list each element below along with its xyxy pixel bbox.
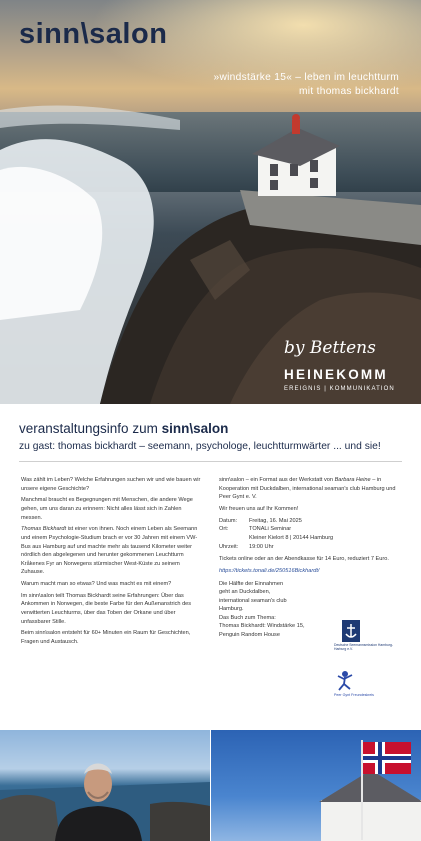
book-line-3: Penguin Random House xyxy=(219,632,280,639)
seemannsmission-logo xyxy=(334,620,404,654)
place-value-2: Kleiner Kielort 8 | 20144 Hamburg xyxy=(249,534,334,541)
date-value: Freitag, 16. Mai 2025 xyxy=(249,517,302,524)
seemannsmission-text: Deutsche Seemannsmission Hamburg-Harburg e.V. xyxy=(334,643,393,651)
experience-paragraph: Im sinn\salon teilt Thomas Bickhardt seine Erfahrungen: Über das Ankommen in Norwegen, die beste Farbe für den Außenanstrich des verwitterten Leuchturms, über das Toben der Orkane und über unfassbarer Stille. xyxy=(21,592,192,625)
credit-text-b: – in Kooperation mit Duckdalben, international seaman's club Hamburg und Peer Gynt e. V. xyxy=(219,477,396,501)
company-logo: HEINEKOMM xyxy=(284,367,388,382)
ticket-link[interactable]: https://tickets.tonali.de/250516Bickhardt/ xyxy=(219,567,320,574)
subtitle-line-1: »windstärke 15« – leben im leuchtturm xyxy=(213,72,399,83)
ticket-info: Tickets online oder an der Abendkasse für 14 Euro, reduziert 7 Euro. xyxy=(219,556,389,563)
flag-image xyxy=(211,730,421,841)
flag-photo xyxy=(211,730,421,841)
book-line-1: Das Buch zum Thema: xyxy=(219,614,276,621)
left-column xyxy=(21,476,201,650)
why-question: Warum macht man so etwas? Und was macht es mit einem? xyxy=(21,581,172,588)
donation-line-1: Die Hälfte der Einnahmen xyxy=(219,580,284,587)
info-subtitle: zu gast: thomas bickhardt – seemann, psychologe, leuchtturmwärter ... und sie! xyxy=(19,441,381,452)
place-value-1: TONALi Seminar xyxy=(249,526,292,533)
time-row xyxy=(219,543,399,552)
format-paragraph: Beim sinn\salon entsteht für 60+ Minuten ein Raum für Geschichten, Fragen und Austausch. xyxy=(21,630,191,646)
info-title-bold: sinn\salon xyxy=(161,421,229,436)
bottom-photos xyxy=(0,730,421,841)
welcome-text: Wir freuen uns auf Ihr Kommen! xyxy=(219,505,299,512)
bio-paragraph xyxy=(21,525,201,577)
donation-line-3: international seaman's club xyxy=(219,597,287,604)
anchor-icon xyxy=(342,620,360,642)
info-title-prefix: veranstaltungsinfo zum xyxy=(19,421,162,436)
format-credit xyxy=(219,476,399,502)
divider xyxy=(19,461,402,462)
guest-name: Thomas Bickhardt xyxy=(21,526,67,533)
hero-image xyxy=(0,0,421,404)
time-label: Uhrzeit: xyxy=(219,543,239,550)
right-column xyxy=(219,476,399,640)
place-label: Ort: xyxy=(219,526,229,533)
peer-gynt-text: Peer Gynt Freundeskreis xyxy=(334,693,374,697)
dancer-icon xyxy=(336,670,356,692)
date-row xyxy=(219,517,399,526)
donation-line-2: geht an Duckdalben, xyxy=(219,589,271,596)
place-row-2 xyxy=(219,534,399,543)
bio-text: ist einer von ihnen. Noch einem Leben als Seemann und einem Psychologie-Studium brach er vor 30 Jahren mit einem VW-Bus aus Hamburg auf und machte mehr als tausend Kilometer weiter nördlich den abgelegenen und herunter gekommenen Leuchtturm Kråkenes Fyr an Norwegens stürmischer West-Küste zu seinem Zuhause. xyxy=(21,526,198,576)
event-subtitle xyxy=(139,71,399,99)
intro-paragraph: Manchmal braucht es Begegnungen mit Menschen, die andere Wege gehen, um uns daran zu erinnern: Nicht alles lässt sich in Zahlen messen. xyxy=(21,497,193,521)
book-line-2: Thomas Bickhardt: Windstärke 15, xyxy=(219,623,305,630)
portrait-photo xyxy=(0,730,210,841)
brand-title: sinn\salon xyxy=(19,18,168,50)
time-value: 19:00 Uhr xyxy=(249,543,274,550)
subtitle-line-2: mit thomas bickhardt xyxy=(299,86,399,97)
date-label: Datum: xyxy=(219,517,238,524)
host-name: Barbara Heine xyxy=(334,477,371,483)
peer-gynt-logo xyxy=(334,670,384,704)
place-row xyxy=(219,525,399,534)
credit-text-a: sinn\salon – ein Format aus der Werkstatt von xyxy=(219,477,335,483)
donation-line-4: Hamburg. xyxy=(219,606,244,613)
artist-signature: by Bettens xyxy=(284,338,376,358)
company-tagline: EREIGNIS | KOMMUNIKATION xyxy=(284,386,395,392)
info-title xyxy=(19,421,228,436)
portrait-image xyxy=(0,730,210,841)
intro-question: Was zählt im Leben? Welche Erfahrungen suchen wir und wie bauen wir unsere eigene Geschichte? xyxy=(21,477,201,492)
